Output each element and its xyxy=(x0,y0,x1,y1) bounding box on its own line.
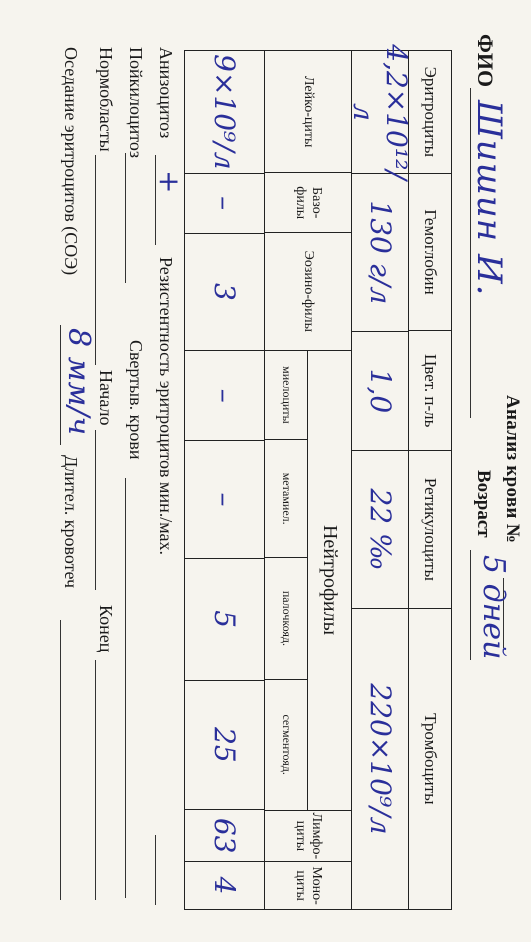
main-table-header-row xyxy=(408,50,452,910)
normoblasts-label: Нормобласты xyxy=(96,47,116,152)
main-table-value-row xyxy=(347,44,414,910)
value-basophils: – xyxy=(185,174,264,234)
header-color-index: Цвет. п-ль xyxy=(409,331,451,451)
value-monocytes: 4 xyxy=(208,876,241,895)
name-handwritten-value: Шишин И. xyxy=(469,100,509,297)
resistance-label: Резистентность эритроцитов мин./мах. xyxy=(156,257,176,555)
header-band: палочкояд. xyxy=(265,558,307,680)
age-label: Возраст xyxy=(473,470,494,538)
value-band: 5 xyxy=(185,559,264,681)
neutrophils-group xyxy=(265,351,351,811)
start-label: Начало xyxy=(96,370,116,426)
esr-label: Оседание эритроцитов (СОЭ) xyxy=(61,47,81,276)
value-segmented: 25 xyxy=(185,681,264,811)
age-handwritten-value: 5 дней xyxy=(476,555,511,660)
anisocytosis-label: Анизоцитоз xyxy=(156,47,176,139)
esr-value: 8 мм/ч xyxy=(61,328,96,436)
start-line xyxy=(95,430,96,590)
header-eosinophils: Эозино-филы xyxy=(265,233,351,350)
value-eosinophils: 3 xyxy=(185,234,264,352)
neutrophils-subheaders xyxy=(265,351,307,810)
value-metamyelocytes: – xyxy=(185,441,264,559)
resistance-line xyxy=(155,835,156,905)
value-hemoglobin: 130 г/л xyxy=(352,174,409,332)
header-platelets: Тромбоциты xyxy=(421,713,440,805)
end-line xyxy=(95,660,96,900)
header-myelocytes: миелоциты xyxy=(265,351,307,441)
bleeding-time-label: Длител. кровотеч xyxy=(61,455,81,589)
age-line xyxy=(470,550,471,660)
value-color-index: 1,0 xyxy=(352,332,409,452)
header-leukocytes: Лейко-циты xyxy=(265,51,351,173)
leukocyte-formula-values xyxy=(184,50,264,910)
leukocyte-formula-header xyxy=(264,50,351,910)
poikilocytosis-label: Пойкилоцитоз xyxy=(126,47,146,158)
value-platelets: 220×10⁹/л xyxy=(364,683,397,835)
header-segmented: сегментояд. xyxy=(279,714,294,775)
coagulation-label: Свертыв. крови xyxy=(126,340,146,460)
value-leukocytes: 9×10⁹/л xyxy=(185,51,264,174)
value-lymphocytes: 63 xyxy=(185,810,264,862)
header-monocytes: Моно-циты xyxy=(293,866,325,905)
value-erythrocytes: 4,2×10¹²/л xyxy=(347,44,414,180)
value-reticulocytes: 22 ‰ xyxy=(352,451,409,609)
bleeding-time-line xyxy=(60,620,61,900)
anisocytosis-line xyxy=(155,155,156,245)
form-title: Анализ крови № xyxy=(502,395,523,544)
header-neutrophils: Нейтрофилы xyxy=(307,351,351,810)
anisocytosis-value: + xyxy=(153,170,186,194)
coagulation-line xyxy=(125,478,126,898)
header-hemoglobin: Гемоглобин xyxy=(409,174,451,332)
header-metamyelocytes: метамиел. xyxy=(265,440,307,558)
header-erythrocytes: Эритроциты xyxy=(409,51,451,174)
header-lymphocytes: Лимфо-циты xyxy=(265,811,351,863)
poikilocytosis-line xyxy=(125,153,126,283)
value-myelocytes: – xyxy=(185,351,264,441)
header-basophils: Базо-филы xyxy=(265,173,351,233)
end-label: Конец xyxy=(96,605,116,653)
name-label: ФИО xyxy=(473,34,498,88)
header-reticulocytes: Ретикулоциты xyxy=(409,451,451,609)
